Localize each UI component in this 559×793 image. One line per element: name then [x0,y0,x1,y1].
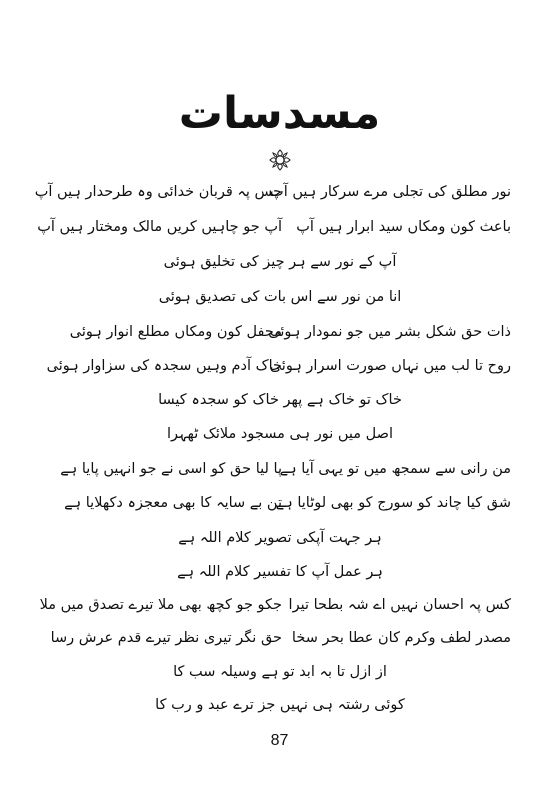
page-number: 87 [270,732,289,749]
verse-line: خاک آدم وہیں سجدہ کی سزاوار ہوئی [46,358,282,374]
verse-line: روح تا لب میں نہاں صورت اسرار ہوئی [269,358,511,374]
verse-line: جس پہ قربان خدائی وہ طرحدار ہیں آپ [34,184,282,200]
refrain-line: ہر جہت آپکی تصویر کلام اللہ ہے [178,530,382,546]
refrain-line: از ازل تا بہ ابد تو ہے وسیلہ سب کا [173,664,387,680]
refrain-line: انا من نور سے اس بات کی تصدیق ہوئی [158,289,402,305]
refrain-line: آپ کے نور سے ہر چیز کی تخلیق ہوئی [163,254,397,270]
verse-line: شق کیا چاند کو سورج کو بھی لوٹایا ہے [275,495,511,511]
verse-line: باعث کون ومکاں سید ابرار ہیں آپ [296,219,511,235]
verse-line: محفل کون ومکاں مطلع انوار ہوئی [69,324,282,340]
refrain-line: خاک تو خاک ہے پھر خاک کو سجدہ کیسا [158,392,402,408]
refrain-line: کوئی رشتہ ہی نہیں جز ترے عبد و رب کا [155,697,405,713]
flower-ornament-icon [268,148,292,172]
verse-line: من رانی سے سمجھ میں تو یہی آیا ہے [279,461,511,477]
refrain-line: اصل میں نور ہی مسجود ملائک ٹھہرا [167,426,393,442]
verse-line: ذات حق شکل بشر میں جو نمودار ہوئی [268,324,511,340]
verse-line: پا لیا حق کو اسی نے جو انہیں پایا ہے [60,461,282,477]
verse-line: کس پہ احسان نہیں اے شہ بطحا تیرا [288,597,511,613]
page-title: مسدسات [178,88,381,139]
refrain-line: ہر عمل آپ کا تفسیر کلام اللہ ہے [177,564,383,580]
verse-line: نور مطلق کی تجلی مرے سرکار ہیں آپ [270,184,511,200]
verse-line: مصدر لطف وکرم کان عطا بحر سخا [291,630,511,646]
verse-line: جکو جو کچھ بھی ملا تیرے تصدق میں ملا [39,597,282,613]
verse-line: حق نگر تیری نظر تیرے قدم عرش رسا [50,630,282,646]
verse-line: آپ جو چاہیں کریں مالک ومختار ہیں آپ [37,219,282,235]
verse-line: تن بے سایہ کا بھی معجزہ دکھلایا ہے [64,495,282,511]
